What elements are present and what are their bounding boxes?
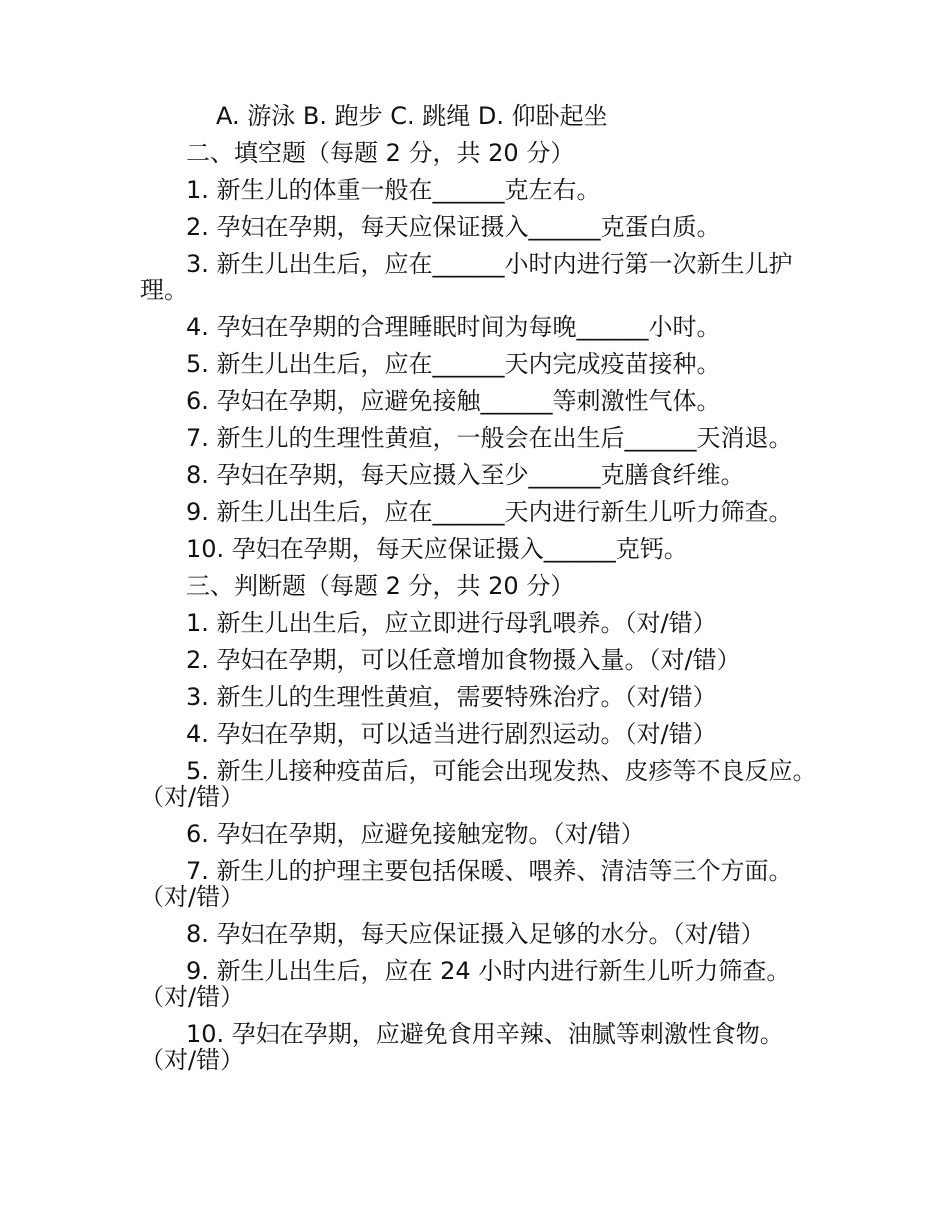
true-false-item-1: 1. 新生儿出生后，应立即进行母乳喂养。（对/错） bbox=[186, 609, 717, 637]
true-false-heading: 三、判断题（每题 2 分，共 20 分） bbox=[186, 572, 575, 600]
fill-blank-item-6: 6. 孕妇在孕期，应避免接触______等刺激性气体。 bbox=[186, 387, 721, 415]
fill-blank-item-4: 4. 孕妇在孕期的合理睡眠时间为每晚______小时。 bbox=[186, 313, 721, 341]
fill-blank-item-7: 7. 新生儿的生理性黄疸，一般会在出生后______天消退。 bbox=[186, 424, 793, 452]
fill-blank-item-5: 5. 新生儿出生后，应在______天内完成疫苗接种。 bbox=[186, 350, 721, 378]
true-false-item-8: 8. 孕妇在孕期，每天应保证摄入足够的水分。（对/错） bbox=[186, 920, 765, 948]
fill-blank-item-2: 2. 孕妇在孕期，每天应保证摄入______克蛋白质。 bbox=[186, 213, 721, 241]
fill-blank-item-9: 9. 新生儿出生后，应在______天内进行新生儿听力筛查。 bbox=[186, 498, 793, 526]
true-false-section bbox=[140, 573, 820, 1073]
fill-blank-item-8: 8. 孕妇在孕期，每天应摄入至少______克膳食纤维。 bbox=[186, 461, 745, 489]
fill-blank-item-3: 3. 新生儿出生后，应在______小时内进行第一次新生儿护理。 bbox=[140, 250, 793, 304]
true-false-item-4: 4. 孕妇在孕期，可以适当进行剧烈运动。（对/错） bbox=[186, 720, 717, 748]
fill-blank-section bbox=[140, 140, 820, 562]
fill-blank-heading: 二、填空题（每题 2 分，共 20 分） bbox=[186, 139, 575, 167]
true-false-item-2: 2. 孕妇在孕期，可以任意增加食物摄入量。（对/错） bbox=[186, 646, 741, 674]
true-false-item-7: 7. 新生儿的护理主要包括保暖、喂养、清洁等三个方面。（对/错） bbox=[140, 857, 793, 911]
true-false-item-3: 3. 新生儿的生理性黄疸，需要特殊治疗。（对/错） bbox=[186, 683, 717, 711]
fill-blank-item-10: 10. 孕妇在孕期，每天应保证摄入______克钙。 bbox=[186, 535, 688, 563]
multiple-choice-options: A. 游泳 B. 跑步 C. 跳绳 D. 仰卧起坐 bbox=[216, 102, 608, 130]
true-false-item-6: 6. 孕妇在孕期，应避免接触宠物。（对/错） bbox=[186, 820, 645, 848]
document-content bbox=[140, 103, 820, 1084]
true-false-item-5: 5. 新生儿接种疫苗后，可能会出现发热、皮疹等不良反应。（对/错） bbox=[140, 757, 817, 811]
fill-blank-item-1: 1. 新生儿的体重一般在______克左右。 bbox=[186, 176, 601, 204]
true-false-item-9: 9. 新生儿出生后，应在 24 小时内进行新生儿听力筛查。（对/错） bbox=[140, 957, 791, 1011]
true-false-item-10: 10. 孕妇在孕期，应避免食用辛辣、油腻等刺激性食物。（对/错） bbox=[140, 1020, 784, 1074]
